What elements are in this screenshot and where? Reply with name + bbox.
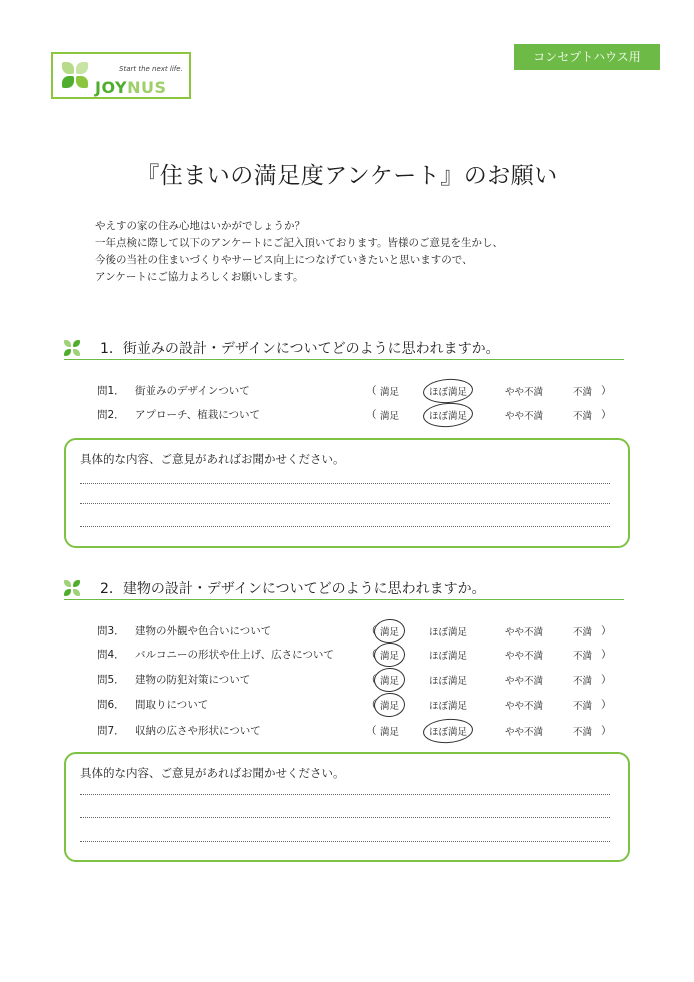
bracket-open: （ [366,385,377,397]
writing-line [80,483,610,484]
rating-option[interactable]: ほぼ満足 [429,627,468,638]
comment-box[interactable] [64,752,630,862]
clover-bullet-icon [64,580,81,597]
bracket-open: （ [366,699,377,711]
clover-leaf-icon [62,76,74,88]
bracket-close: ） [601,725,612,737]
question-text: 間取りについて [135,699,209,711]
bracket-close: ） [601,625,612,637]
rating-option[interactable]: 不満 [573,387,593,398]
question-row [97,695,617,715]
question-number: 問3． [97,625,125,637]
question-text: アプローチ、植栽について [135,409,261,421]
section-heading-text: 1．街並みの設計・デザインについてどのように思われますか。 [100,341,500,357]
clover-leaf-icon [76,62,88,74]
bracket-close: ） [601,649,612,661]
bracket-open: （ [366,725,377,737]
question-number: 問1． [97,385,125,397]
rating-option[interactable]: やや不満 [505,627,544,638]
question-text: 収納の広さや形状について [135,725,261,737]
rating-option[interactable]: 不満 [573,701,593,712]
rating-option[interactable]: 不満 [573,676,593,687]
rating-option[interactable]: 不満 [573,411,593,422]
clover-leaf-icon [76,76,88,88]
question-number: 問2． [97,409,125,421]
rating-option[interactable]: やや不満 [505,387,544,398]
intro-line: 今後の当社の住まいづくりやサービス向上につなげていきたいと思いますので、 [95,254,473,266]
question-row [97,645,617,665]
question-row [97,381,617,401]
writing-line [80,841,610,842]
clover-bullet-icon [64,340,81,357]
question-number: 問6． [97,699,125,711]
bracket-close: ） [601,385,612,397]
rating-option-selected[interactable]: 満足 [380,673,399,687]
rating-option[interactable]: やや不満 [505,676,544,687]
bracket-close: ） [601,409,612,421]
writing-line [80,794,610,795]
intro-line: 一年点検に際して以下のアンケートにご記入頂いております。皆様のご意見を生かし、 [95,237,504,249]
comment-prompt: 具体的な内容、ご意見があればお聞かせください。 [80,766,345,780]
rating-option[interactable]: 不満 [573,651,593,662]
clover-leaf-icon [62,62,74,74]
bracket-close: ） [601,699,612,711]
section-2-heading [64,575,624,600]
rating-option[interactable]: 満足 [380,387,400,398]
rating-option[interactable]: やや不満 [505,651,544,662]
question-text: 建物の防犯対策について [135,674,251,686]
writing-line [80,817,610,818]
question-number: 問4． [97,649,125,661]
section-heading-text: 2．建物の設計・デザインについてどのように思われますか。 [100,581,486,597]
rating-option[interactable]: ほぼ満足 [429,651,468,662]
logo-wordmark: JOYNUS [95,78,167,97]
comment-box[interactable] [64,438,630,548]
logo-tagline: Start the next life. [119,65,183,73]
question-text: 建物の外観や色合いについて [135,625,272,637]
rating-option[interactable]: 不満 [573,727,593,738]
question-row [97,621,617,641]
writing-line [80,503,610,504]
writing-line [80,526,610,527]
question-number: 問7． [97,725,125,737]
rating-option[interactable]: 不満 [573,627,593,638]
rating-option[interactable]: ほぼ満足 [429,676,468,687]
concept-house-badge: コンセプトハウス用 [514,44,660,70]
rating-option[interactable]: 満足 [380,411,400,422]
bracket-open: （ [366,649,377,661]
bracket-open: （ [366,674,377,686]
bracket-close: ） [601,674,612,686]
joynus-logo [51,52,191,99]
question-row [97,670,617,690]
question-row [97,405,617,425]
rating-option-selected[interactable]: 満足 [380,648,399,662]
bracket-open: （ [366,625,377,637]
rating-option-selected[interactable]: 満足 [380,624,399,638]
rating-option-selected[interactable]: ほぼ満足 [429,724,467,738]
rating-option[interactable]: ほぼ満足 [429,701,468,712]
comment-prompt: 具体的な内容、ご意見があればお聞かせください。 [80,452,345,466]
question-row [97,721,617,741]
rating-option[interactable]: 満足 [380,727,400,738]
rating-option-selected[interactable]: ほぼ満足 [429,384,467,398]
question-number: 問5． [97,674,125,686]
rating-option-selected[interactable]: ほぼ満足 [429,408,467,422]
question-text: バルコニーの形状や仕上げ、広さについて [135,649,334,661]
rating-option-selected[interactable]: 満足 [380,698,399,712]
intro-line: アンケートにご協力よろしくお願いします。 [95,271,304,283]
rating-option[interactable]: やや不満 [505,411,544,422]
rating-option[interactable]: やや不満 [505,727,544,738]
intro-line: やえすの家の住み心地はいかがでしょうか？ [95,220,305,232]
rating-option[interactable]: やや不満 [505,701,544,712]
bracket-open: （ [366,409,377,421]
page-title: 『住まいの満足度アンケート』のお願い [136,163,558,189]
section-1-heading [64,335,624,360]
intro-text [95,218,503,286]
question-text: 街並みのデザインついて [135,385,250,397]
